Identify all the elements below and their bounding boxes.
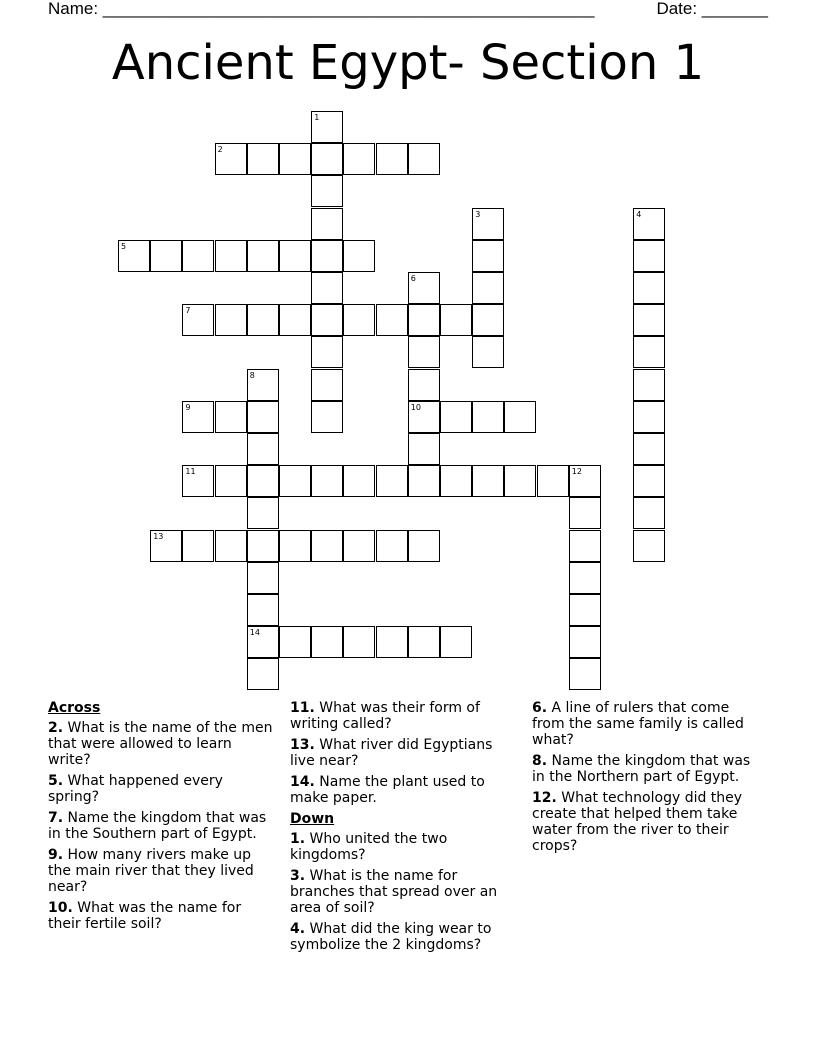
clue-number: 12. — [532, 790, 557, 806]
grid-cell[interactable] — [633, 369, 665, 401]
cell-number: 6 — [410, 274, 416, 283]
clue-text: Name the kingdom that was in the Northern part of Egypt. — [532, 753, 751, 785]
grid-cell[interactable] — [311, 465, 343, 497]
grid-cell[interactable] — [408, 465, 440, 497]
grid-cell[interactable] — [343, 304, 375, 336]
grid-cell[interactable] — [247, 594, 279, 626]
grid-cell[interactable] — [247, 497, 279, 529]
grid-cell[interactable] — [569, 562, 601, 594]
grid-cell[interactable] — [247, 369, 279, 401]
grid-cell[interactable] — [279, 626, 311, 658]
cell-number: 7 — [185, 306, 191, 316]
grid-cell[interactable] — [633, 401, 665, 433]
clue-number: 8. — [532, 753, 548, 769]
grid-cell[interactable] — [311, 369, 343, 401]
clues-column-3 — [532, 700, 760, 859]
clue-down-6 — [532, 700, 760, 748]
grid-cell[interactable] — [376, 530, 408, 562]
grid-cell[interactable] — [311, 143, 343, 175]
grid-cell[interactable] — [569, 530, 601, 562]
clue-text: What is the name of the men that were allowed to learn write? — [48, 720, 273, 768]
grid-cell[interactable] — [343, 143, 375, 175]
grid-cell[interactable] — [279, 465, 311, 497]
grid-cell[interactable] — [215, 465, 247, 497]
date-field-label[interactable]: Date: _______ — [656, 0, 768, 18]
grid-cell[interactable] — [376, 304, 408, 336]
clues-column-1 — [48, 700, 276, 937]
grid-cell[interactable] — [247, 401, 279, 433]
grid-cell[interactable] — [376, 465, 408, 497]
clue-down-4 — [290, 921, 518, 953]
clue-text: What happened every spring? — [48, 773, 223, 805]
grid-cell[interactable] — [633, 530, 665, 562]
grid-cell[interactable] — [247, 562, 279, 594]
grid-cell[interactable] — [311, 304, 343, 336]
grid-cell[interactable] — [408, 433, 440, 465]
grid-cell[interactable] — [408, 336, 440, 368]
grid-cell[interactable] — [633, 433, 665, 465]
grid-cell[interactable] — [408, 401, 440, 433]
clue-across-9 — [48, 847, 276, 895]
grid-cell[interactable] — [472, 304, 504, 336]
grid-cell[interactable] — [569, 497, 601, 529]
grid-cell[interactable] — [182, 240, 214, 272]
clue-text: What was the name for their fertile soil? — [48, 900, 242, 932]
grid-cell[interactable] — [279, 304, 311, 336]
grid-cell[interactable] — [633, 497, 665, 529]
clue-across-14 — [290, 774, 518, 806]
cell-number: 5 — [121, 241, 127, 251]
clue-down-1 — [290, 831, 518, 863]
clue-number: 5. — [48, 773, 64, 789]
cell-number: 1 — [314, 113, 320, 122]
grid-cell[interactable] — [408, 272, 440, 304]
grid-cell[interactable] — [118, 240, 150, 272]
grid-cell[interactable] — [440, 401, 472, 433]
grid-cell[interactable] — [633, 465, 665, 497]
grid-cell[interactable] — [343, 465, 375, 497]
cell-number: 9 — [185, 402, 191, 412]
clue-number: 14. — [290, 774, 315, 790]
clue-text: Name the plant used to make paper. — [290, 774, 485, 806]
grid-cell[interactable] — [279, 530, 311, 562]
clue-number: 7. — [48, 810, 64, 826]
name-field-label[interactable]: Name: ____________________________________________________ — [48, 0, 595, 18]
clue-number: 11. — [290, 700, 315, 716]
grid-cell[interactable] — [311, 240, 343, 272]
clue-text: How many rivers make up the main river that they lived near? — [48, 847, 254, 895]
grid-cell[interactable] — [633, 336, 665, 368]
grid-cell[interactable] — [472, 208, 504, 240]
clue-across-11 — [290, 700, 518, 732]
cell-number: 14 — [249, 628, 260, 638]
clue-number: 4. — [290, 921, 306, 937]
grid-cell[interactable] — [311, 175, 343, 207]
grid-cell[interactable] — [182, 304, 214, 336]
grid-cell[interactable] — [376, 143, 408, 175]
grid-cell[interactable] — [311, 530, 343, 562]
grid-cell[interactable] — [472, 401, 504, 433]
grid-cell[interactable] — [440, 626, 472, 658]
grid-cell[interactable] — [311, 626, 343, 658]
grid-cell[interactable] — [311, 272, 343, 304]
clue-number: 3. — [290, 868, 306, 884]
grid-cell[interactable] — [569, 594, 601, 626]
grid-cell[interactable] — [215, 304, 247, 336]
clue-text: What river did Egyptians live near? — [290, 737, 493, 769]
clues-column-2 — [290, 700, 518, 958]
grid-cell[interactable] — [182, 465, 214, 497]
grid-cell[interactable] — [408, 626, 440, 658]
grid-cell[interactable] — [247, 658, 279, 690]
grid-cell[interactable] — [537, 465, 569, 497]
clue-text: Who united the two kingdoms? — [290, 831, 448, 863]
grid-cell[interactable] — [569, 658, 601, 690]
cell-number: 2 — [217, 145, 223, 155]
cell-number: 10 — [410, 402, 421, 412]
grid-cell[interactable] — [311, 401, 343, 433]
cell-number: 13 — [153, 531, 164, 541]
grid-cell[interactable] — [343, 626, 375, 658]
grid-cell[interactable] — [182, 401, 214, 433]
grid-cell[interactable] — [472, 336, 504, 368]
grid-cell[interactable] — [215, 240, 247, 272]
grid-cell[interactable] — [633, 208, 665, 240]
grid-cell[interactable] — [247, 465, 279, 497]
grid-cell[interactable] — [279, 240, 311, 272]
grid-cell[interactable] — [633, 272, 665, 304]
clue-down-3 — [290, 868, 518, 916]
grid-cell[interactable] — [343, 530, 375, 562]
clue-down-8 — [532, 753, 760, 785]
cell-number: 8 — [249, 370, 255, 380]
clue-number: 13. — [290, 737, 315, 753]
grid-cell[interactable] — [472, 272, 504, 304]
grid-cell[interactable] — [408, 369, 440, 401]
grid-cell[interactable] — [569, 626, 601, 658]
grid-cell[interactable] — [440, 304, 472, 336]
clue-text: What technology did they create that helped them take water from the river to their crops? — [532, 790, 743, 854]
down-heading: Down — [290, 811, 335, 827]
grid-cell[interactable] — [311, 208, 343, 240]
grid-cell[interactable] — [247, 304, 279, 336]
clue-across-2 — [48, 720, 276, 768]
clue-across-10 — [48, 900, 276, 932]
clue-text: Name the kingdom that was in the Southern part of Egypt. — [48, 810, 267, 842]
grid-cell[interactable] — [376, 626, 408, 658]
clue-number: 10. — [48, 900, 73, 916]
grid-cell[interactable] — [633, 304, 665, 336]
clue-across-7 — [48, 810, 276, 842]
clue-number: 9. — [48, 847, 64, 863]
grid-cell[interactable] — [215, 401, 247, 433]
grid-cell[interactable] — [247, 530, 279, 562]
grid-cell[interactable] — [150, 240, 182, 272]
grid-cell[interactable] — [247, 240, 279, 272]
grid-cell[interactable] — [569, 465, 601, 497]
clue-number: 2. — [48, 720, 64, 736]
grid-cell[interactable] — [279, 143, 311, 175]
grid-cell[interactable] — [504, 401, 536, 433]
page-title: Ancient Egypt- Section 1 — [111, 35, 705, 91]
grid-cell[interactable] — [150, 530, 182, 562]
cell-number: 12 — [571, 467, 582, 477]
clue-text: What is the name for branches that spread over an area of soil? — [290, 868, 498, 916]
clue-number: 6. — [532, 700, 548, 716]
clue-number: 1. — [290, 831, 306, 847]
grid-cell[interactable] — [311, 336, 343, 368]
grid-cell[interactable] — [311, 111, 343, 143]
clue-text: What was their form of writing called? — [290, 700, 480, 732]
clue-text: A line of rulers that come from the same family is called what? — [532, 700, 744, 748]
grid-cell[interactable] — [633, 240, 665, 272]
grid-cell[interactable] — [247, 626, 279, 658]
clue-across-5 — [48, 773, 276, 805]
across-heading: Across — [48, 700, 101, 716]
cell-number: 3 — [475, 209, 481, 219]
grid-cell[interactable] — [472, 465, 504, 497]
grid-cell[interactable] — [182, 530, 214, 562]
clue-text: What did the king wear to symbolize the 2 kingdoms? — [290, 921, 492, 953]
grid-cell[interactable] — [472, 240, 504, 272]
grid-cell[interactable] — [440, 465, 472, 497]
grid-cell[interactable] — [408, 530, 440, 562]
grid-cell[interactable] — [215, 530, 247, 562]
grid-cell[interactable] — [408, 304, 440, 336]
clue-across-13 — [290, 737, 518, 769]
grid-cell[interactable] — [247, 433, 279, 465]
grid-cell[interactable] — [408, 143, 440, 175]
grid-cell[interactable] — [504, 465, 536, 497]
clue-down-12 — [532, 790, 760, 854]
cell-number: 4 — [636, 209, 642, 219]
cell-number: 11 — [185, 467, 196, 477]
grid-cell[interactable] — [215, 143, 247, 175]
grid-cell[interactable] — [247, 143, 279, 175]
grid-cell[interactable] — [343, 240, 375, 272]
